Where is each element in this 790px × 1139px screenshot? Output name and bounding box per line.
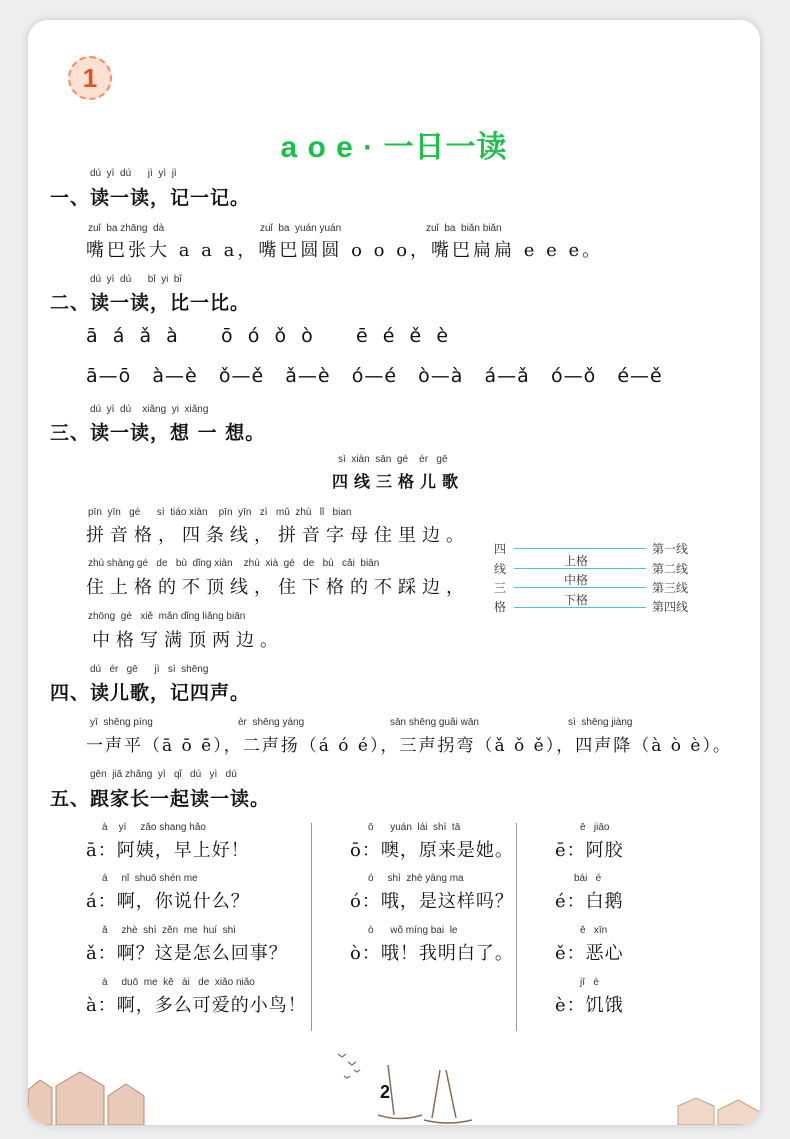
boat-sketch	[378, 1065, 472, 1123]
section-heading-2: 二、读一读，比一比。	[50, 292, 251, 314]
poem-line: 中格写满顶两边。	[92, 630, 284, 651]
pinyin: yī shēng píng	[90, 717, 153, 728]
tones-sentence: 一声平（ā ō ē），二声扬（á ó é），三声拐弯（ǎ ǒ ě），四声降（à ò è）。	[86, 736, 732, 756]
phrase-e2: é：白鹅	[555, 891, 624, 912]
column-divider	[311, 823, 312, 1031]
pinyin: á nǐ shuō shén me	[102, 873, 198, 884]
section-heading-3: 三、读一读，想 一 想。	[50, 422, 266, 444]
pinyin: zuǐ ba zhāng dà	[88, 223, 165, 234]
pinyin: dú yì dú jì yì jì	[90, 168, 177, 179]
section-heading-1: 一、读一读，记一记。	[50, 187, 251, 209]
four-line-grid-diagram	[490, 540, 710, 620]
page-title: a o e · 一日一读	[280, 131, 508, 164]
pinyin: ē jiāo	[580, 822, 610, 833]
pinyin: zuǐ ba yuán yuán	[260, 223, 342, 234]
pinyin: zuǐ ba biǎn biǎn	[426, 223, 502, 234]
pinyin: à duō me kě ài de xiǎo niǎo	[102, 977, 255, 988]
tone-pairs-row: ā—ō à—è ǒ—ě ǎ—è ó—é ò—à á—ǎ ó—ǒ é—ě	[86, 365, 663, 387]
pinyin: dú ér gē jì sì shēng	[90, 664, 209, 675]
town-sketch	[28, 1072, 144, 1125]
pinyin: èr shēng yáng	[238, 717, 305, 728]
workbook-page	[28, 20, 760, 1125]
grid-middle-cell-label: 中格	[564, 573, 589, 587]
phrase-o3: ò：哦！我明白了。	[350, 943, 514, 964]
column-divider	[516, 823, 517, 1031]
phrase-a1: ā：阿姨，早上好！	[86, 840, 250, 861]
phrase-o2: ó：哦，是这样吗？	[350, 891, 514, 912]
grid-lower-cell-label: 下格	[564, 593, 589, 607]
pinyin: pīn yīn gé sì tiáo xiàn pīn yīn zì mǔ zhù lǐ bian	[88, 507, 352, 518]
phrase-e1: ē：阿胶	[555, 840, 624, 861]
grid-left-label: 线	[494, 562, 507, 576]
footer-sketch-illustration	[28, 1040, 760, 1125]
right-town-sketch	[678, 1098, 760, 1125]
pinyin: ǎ zhè shì zěn me huí shì	[102, 925, 236, 936]
page-number: 2	[380, 1082, 391, 1102]
phrase-a2: á：啊，你说什么？	[86, 891, 250, 912]
pinyin: dú yì dú bǐ yi bǐ	[90, 274, 182, 285]
phrase-a3: ǎ：啊？这是怎么回事？	[86, 943, 288, 964]
grid-line-label: 第二线	[652, 562, 689, 576]
pinyin: ě xīn	[580, 925, 608, 936]
pinyin: dú yì dú xiǎng yi xiǎng	[90, 404, 209, 415]
grid-line-label: 第三线	[652, 581, 689, 595]
section-heading-4: 四、读儿歌，记四声。	[50, 682, 251, 704]
pinyin: ō yuán lái shì tā	[368, 822, 461, 833]
pinyin: zhōng gé xiě mǎn dǐng liǎng biān	[88, 611, 246, 622]
phrase-o1: ō：噢，原来是她。	[350, 840, 514, 861]
poem-line: 住上格的不顶线，住下格的不踩边，	[86, 577, 470, 598]
pinyin: ó shì zhè yàng ma	[368, 873, 464, 884]
sentence: 嘴巴张大 a a a，嘴巴圆圆 o o o，嘴巴扁扁 e e e。	[86, 240, 604, 261]
pinyin: bái é	[574, 873, 602, 884]
grid-left-label: 三	[494, 581, 507, 595]
grid-line-label: 第四线	[652, 600, 689, 614]
pinyin: zhù shàng gé de bù dǐng xiàn zhù xià gé de bù cǎi biān	[88, 558, 380, 569]
pinyin: ò wǒ míng bai le	[368, 925, 458, 936]
phrase-e4: è：饥饿	[555, 995, 624, 1016]
grid-left-label: 格	[494, 600, 507, 614]
pinyin: sì xiàn sān gé ér gē	[338, 454, 448, 465]
grid-left-label: 四	[494, 542, 507, 556]
pinyin: gēn jiā zhǎng yì qǐ dú yì dú	[90, 769, 237, 780]
grid-upper-cell-label: 上格	[564, 554, 589, 568]
birds-sketch	[338, 1054, 360, 1078]
poem-line: 拼音格，四条线，拼音字母住里边。	[86, 525, 470, 546]
pinyin: jī è	[580, 977, 599, 988]
section-heading-5: 五、跟家长一起读一读。	[50, 788, 271, 810]
tone-row: ā á ǎ à ō ó ǒ ò ē é ě è	[86, 325, 450, 347]
grid-line-label: 第一线	[652, 542, 689, 556]
pinyin: à yí zǎo shang hǎo	[102, 822, 206, 833]
phrase-a4: à：啊，多么可爱的小鸟！	[86, 995, 307, 1016]
lesson-number-badge: 1	[68, 56, 112, 100]
pinyin: sān shēng guǎi wān	[390, 717, 479, 728]
grid-line-1	[514, 548, 646, 549]
phrase-e3: ě：恶心	[555, 943, 624, 964]
pinyin: sì shēng jiàng	[568, 717, 633, 728]
poem-title: 四线三格儿歌	[332, 472, 465, 491]
